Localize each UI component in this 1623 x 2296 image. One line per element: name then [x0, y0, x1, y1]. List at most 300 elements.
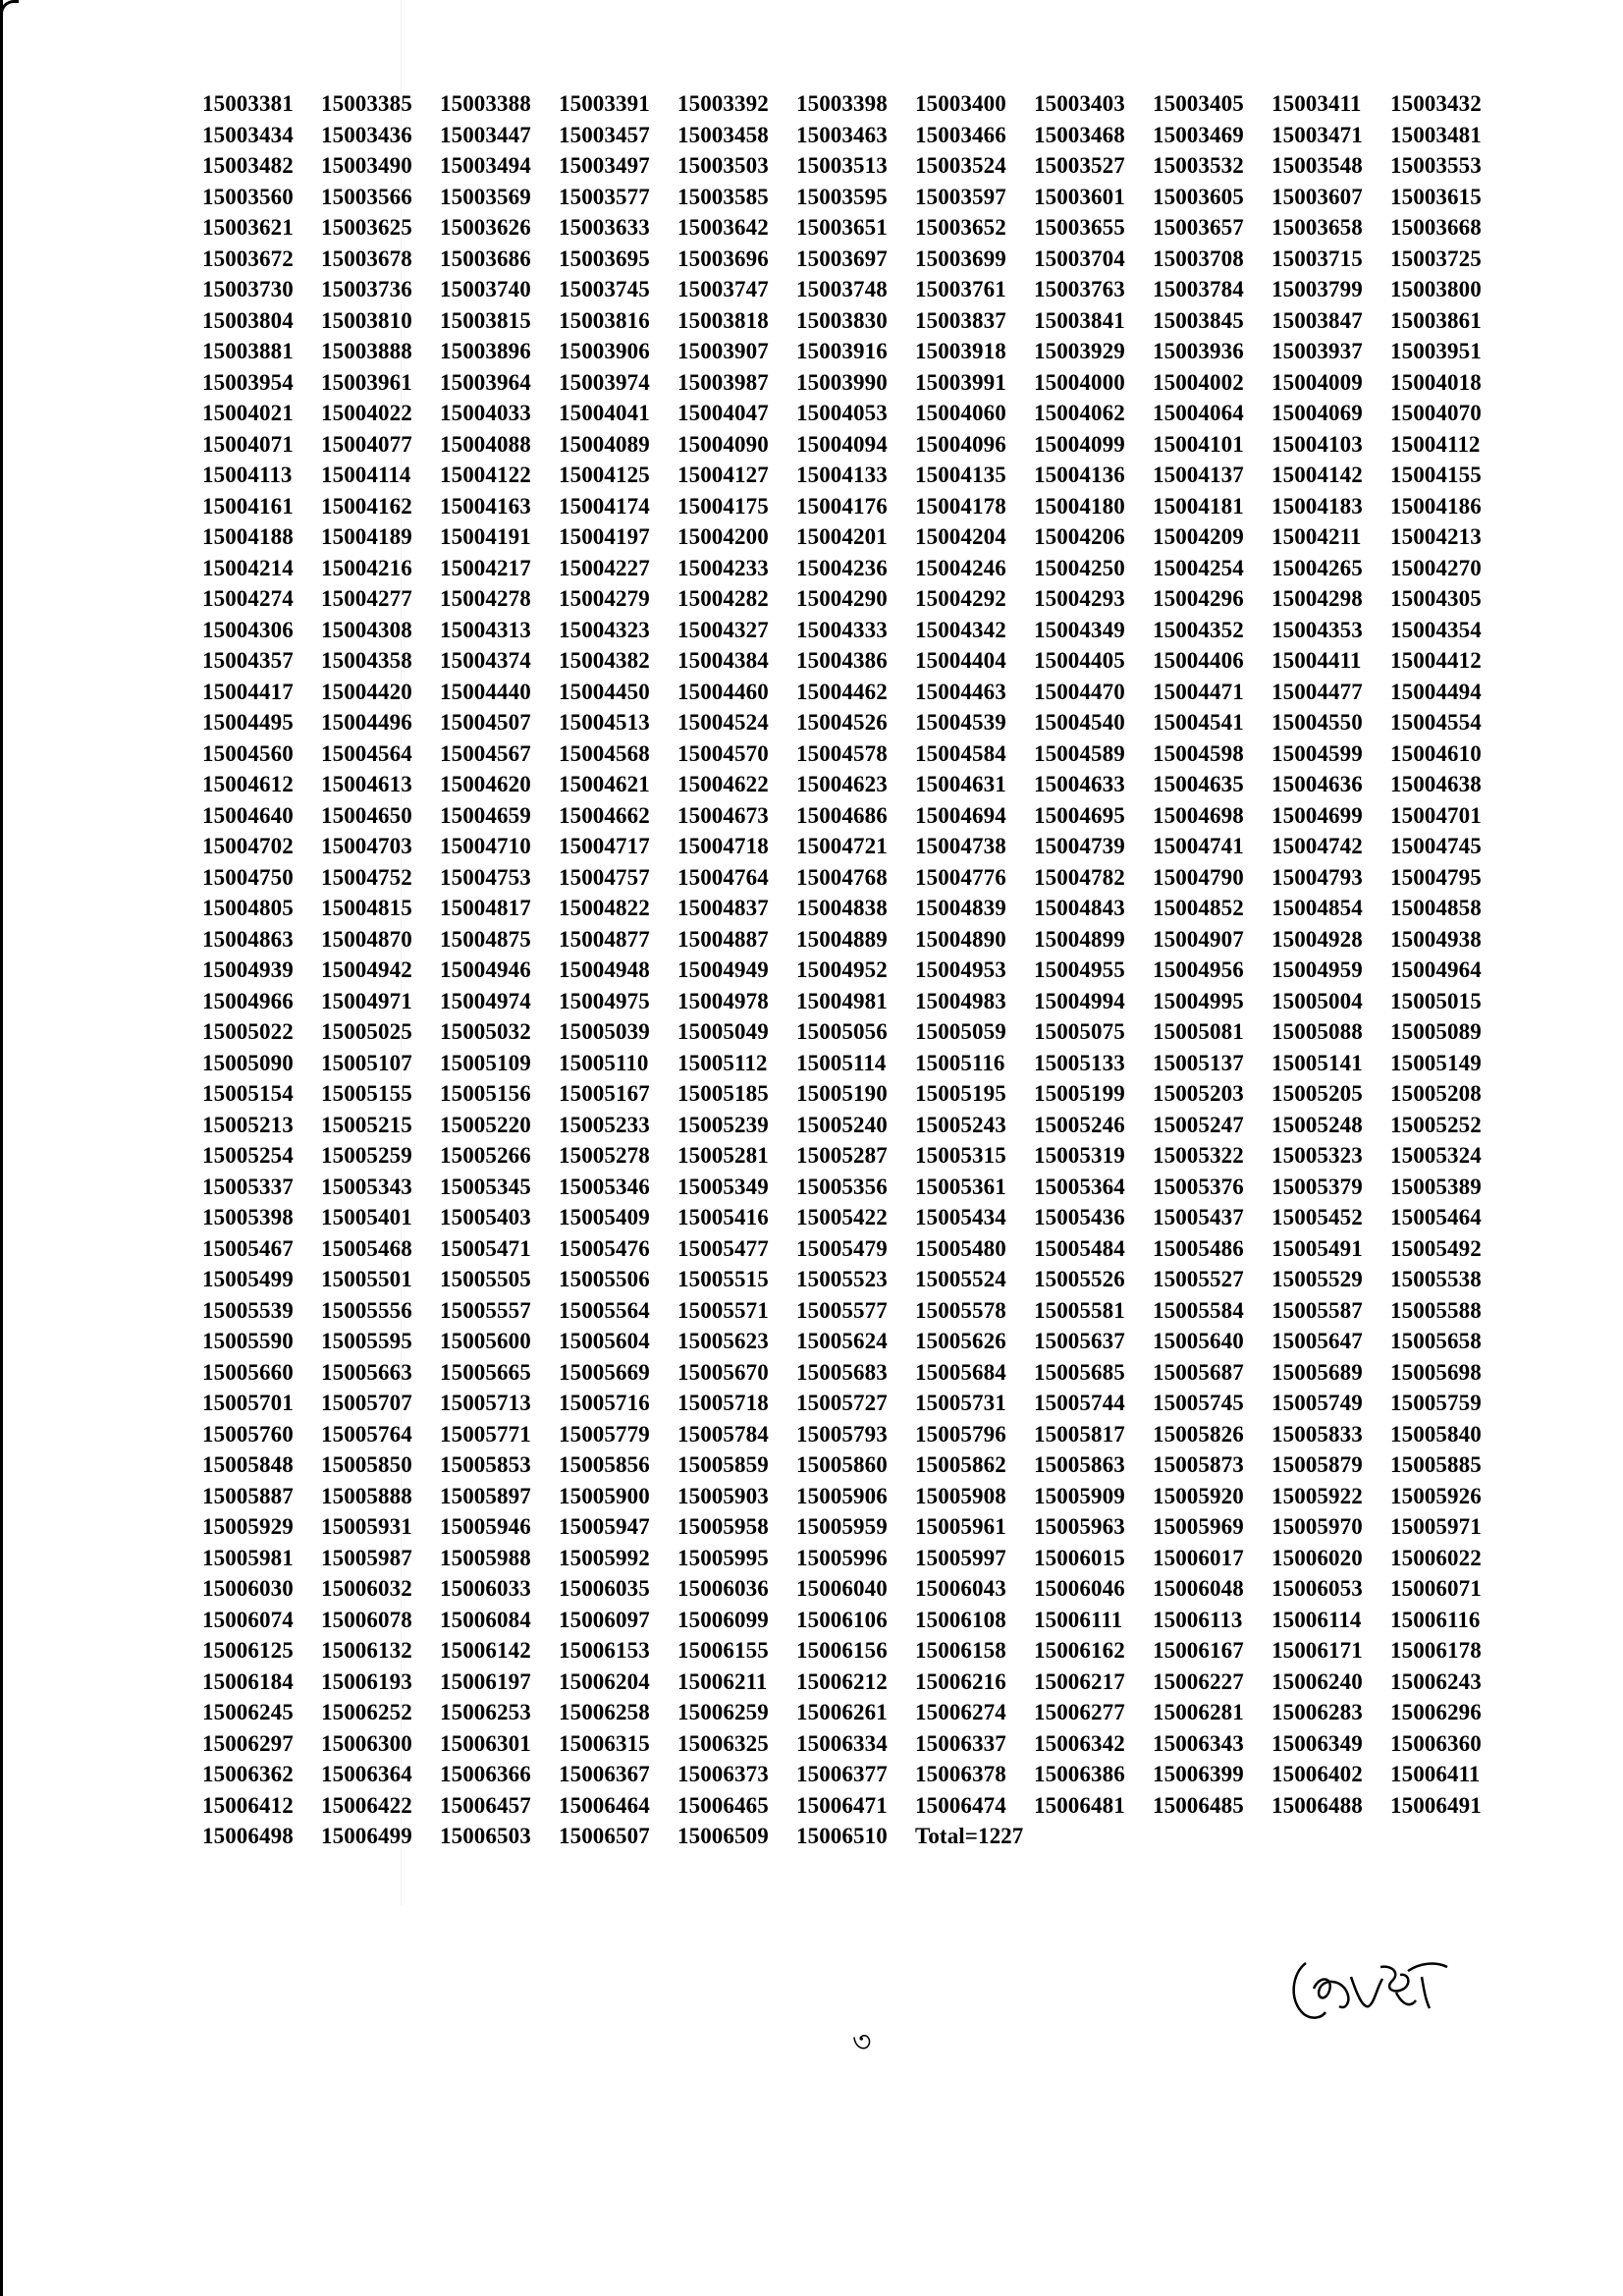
roll-number: 15004099 [1034, 431, 1125, 457]
roll-number: 15006342 [1034, 1730, 1125, 1756]
roll-number: 15003494 [440, 153, 531, 178]
roll-number: 15005480 [915, 1235, 1006, 1261]
roll-number: 15005416 [677, 1205, 769, 1230]
roll-number: 15005970 [1271, 1514, 1363, 1539]
roll-number: 15005969 [1153, 1514, 1244, 1539]
roll-number: 15004181 [1153, 493, 1244, 519]
roll-number: 15004949 [677, 957, 769, 982]
roll-number: 15005624 [796, 1329, 888, 1353]
roll-number: 15004217 [440, 555, 531, 580]
roll-number: 15003625 [321, 215, 412, 240]
roll-number: 15003740 [440, 277, 531, 301]
roll-number: 15004233 [677, 555, 769, 580]
roll-number: 15004060 [915, 401, 1006, 425]
roll-number: 15005315 [915, 1143, 1006, 1168]
roll-number: 15005337 [202, 1174, 294, 1199]
roll-number-grid [202, 88, 1509, 1852]
roll-number: 15004971 [321, 988, 412, 1013]
roll-number: 15005154 [202, 1081, 294, 1106]
roll-number: 15004570 [677, 740, 769, 766]
roll-number: 15005626 [915, 1329, 1006, 1353]
roll-number: 15003761 [915, 277, 1006, 301]
roll-number: 15005205 [1271, 1081, 1363, 1106]
roll-number: 15003553 [1390, 153, 1482, 178]
roll-number: 15003566 [321, 184, 412, 209]
roll-number: 15004564 [321, 740, 412, 766]
roll-number: 15005049 [677, 1019, 769, 1044]
roll-number: 15004507 [440, 710, 531, 735]
roll-number: 15004176 [796, 493, 888, 519]
roll-number: 15003747 [677, 277, 769, 301]
roll-number: 15005817 [1034, 1421, 1125, 1447]
roll-number: 15005947 [559, 1514, 650, 1539]
roll-number: 15005850 [321, 1452, 412, 1477]
roll-number: 15005584 [1153, 1297, 1244, 1323]
roll-number: 15003457 [559, 122, 650, 147]
roll-number: 15006373 [677, 1762, 769, 1786]
roll-number: 15004568 [559, 740, 650, 766]
roll-number: 15004002 [1153, 369, 1244, 395]
roll-number: 15003388 [440, 91, 531, 116]
roll-number: 15005524 [915, 1267, 1006, 1291]
roll-number: 15004852 [1153, 896, 1244, 920]
roll-number: 15004227 [559, 555, 650, 580]
roll-number: 15004875 [440, 926, 531, 952]
roll-number: 15004738 [915, 834, 1006, 858]
roll-number: 15003381 [202, 91, 294, 116]
roll-number: 15006017 [1153, 1545, 1244, 1570]
roll-number: 15005409 [559, 1205, 650, 1230]
roll-number: 15006362 [202, 1762, 294, 1786]
roll-number: 15005437 [1153, 1205, 1244, 1230]
roll-number: 15004793 [1271, 864, 1363, 890]
roll-number: 15003605 [1153, 184, 1244, 209]
roll-number: 15005771 [440, 1421, 531, 1447]
roll-number: 15004768 [796, 864, 888, 890]
roll-number: 15004887 [677, 926, 769, 952]
roll-number: 15005389 [1390, 1174, 1482, 1199]
roll-number: 15004610 [1390, 740, 1482, 766]
roll-number: 15006048 [1153, 1576, 1244, 1601]
roll-number: 15006259 [677, 1700, 769, 1724]
roll-number: 15006099 [677, 1607, 769, 1632]
roll-number: 15004254 [1153, 555, 1244, 580]
roll-number: 15003436 [321, 122, 412, 147]
roll-number: 15006116 [1390, 1607, 1481, 1632]
roll-number: 15003696 [677, 246, 769, 271]
roll-number: 15006156 [796, 1638, 888, 1663]
roll-number: 15006349 [1271, 1730, 1363, 1756]
roll-number: 15006078 [321, 1607, 412, 1632]
roll-number: 15004088 [440, 431, 531, 457]
roll-number: 15004694 [915, 802, 1006, 828]
roll-number: 15006485 [1153, 1792, 1244, 1818]
roll-number: 15004174 [559, 493, 650, 519]
roll-number: 15004374 [440, 648, 531, 673]
roll-number: 15005156 [440, 1081, 531, 1106]
roll-number: 15006243 [1390, 1668, 1482, 1694]
roll-number: 15004178 [915, 493, 1006, 519]
roll-number: 15004994 [1034, 988, 1125, 1013]
roll-number: 15004450 [559, 679, 650, 704]
roll-number: 15003736 [321, 277, 412, 301]
roll-number: 15004189 [321, 524, 412, 549]
roll-number: 15005759 [1390, 1391, 1482, 1415]
roll-number: 15005436 [1034, 1205, 1125, 1230]
roll-number: 15004313 [440, 617, 531, 642]
roll-number: 15003961 [321, 369, 412, 395]
roll-number: 15004907 [1153, 926, 1244, 952]
roll-number: 15005906 [796, 1483, 888, 1508]
roll-number: 15004752 [321, 864, 412, 890]
roll-number: 15003403 [1034, 91, 1125, 116]
roll-number: 15005486 [1153, 1235, 1244, 1261]
roll-number: 15004956 [1153, 957, 1244, 982]
roll-number: 15003974 [559, 369, 650, 395]
roll-number: 15005718 [677, 1391, 769, 1415]
roll-number: 15004089 [559, 431, 650, 457]
roll-number: 15006315 [559, 1730, 650, 1756]
roll-number: 15005556 [321, 1297, 412, 1323]
roll-number: 15004349 [1034, 617, 1125, 642]
roll-number: 15005434 [915, 1205, 1006, 1230]
roll-number: 15005684 [915, 1359, 1006, 1385]
roll-number: 15003615 [1390, 184, 1482, 209]
roll-number: 15006386 [1034, 1762, 1125, 1786]
roll-number: 15006043 [915, 1576, 1006, 1601]
roll-number: 15005468 [321, 1235, 412, 1261]
roll-number: 15003607 [1271, 184, 1363, 209]
roll-number: 15005137 [1153, 1050, 1244, 1075]
roll-number: 15004064 [1153, 401, 1244, 425]
roll-number: 15006046 [1034, 1576, 1125, 1601]
roll-number: 15004524 [677, 710, 769, 735]
roll-number: 15004631 [915, 772, 1006, 796]
roll-number: 15003447 [440, 122, 531, 147]
roll-number: 15003601 [1034, 184, 1125, 209]
roll-number: 15005022 [202, 1019, 294, 1044]
roll-number: 15003432 [1390, 91, 1482, 116]
roll-number: 15006412 [202, 1792, 294, 1818]
roll-number: 15004477 [1271, 679, 1363, 704]
roll-number: 15004357 [202, 648, 294, 673]
roll-number: 15006032 [321, 1576, 412, 1601]
roll-number: 15003784 [1153, 277, 1244, 301]
roll-number: 15006377 [796, 1762, 888, 1786]
signature-drawing [1286, 1949, 1453, 2028]
roll-number: 15006283 [1271, 1700, 1363, 1724]
roll-number: 15003907 [677, 339, 769, 363]
roll-number: 15005464 [1390, 1205, 1482, 1230]
roll-number: 15005506 [559, 1267, 650, 1291]
roll-number: 15004471 [1153, 679, 1244, 704]
roll-number: 15005685 [1034, 1359, 1125, 1385]
roll-number: 15004539 [915, 710, 1006, 735]
roll-number: 15004673 [677, 802, 769, 828]
roll-number: 15006074 [202, 1607, 294, 1632]
roll-number: 15005195 [915, 1081, 1006, 1106]
roll-number: 15004096 [915, 431, 1006, 457]
roll-number: 15005254 [202, 1143, 294, 1168]
roll-number: 15005505 [440, 1267, 531, 1291]
roll-number: 15006300 [321, 1730, 412, 1756]
roll-number: 15004699 [1271, 802, 1363, 828]
roll-number: 15003658 [1271, 215, 1363, 240]
roll-number: 15006498 [202, 1824, 294, 1848]
roll-number: 15003434 [202, 122, 294, 147]
roll-number: 15005909 [1034, 1483, 1125, 1508]
roll-number: 15004621 [559, 772, 650, 796]
roll-number: 15005246 [1034, 1112, 1125, 1137]
roll-number: 15004623 [796, 772, 888, 796]
roll-number: 15005345 [440, 1174, 531, 1199]
roll-number: 15005075 [1034, 1019, 1125, 1044]
roll-number: 15004463 [915, 679, 1006, 704]
roll-number: 15004650 [321, 802, 412, 828]
roll-number: 15004877 [559, 926, 650, 952]
roll-number: 15004959 [1271, 957, 1363, 982]
roll-number: 15005492 [1390, 1235, 1482, 1261]
roll-number: 15004305 [1390, 586, 1482, 611]
roll-number: 15003657 [1153, 215, 1244, 240]
roll-number: 15006471 [796, 1792, 888, 1818]
roll-number: 15006510 [796, 1824, 888, 1848]
roll-number: 15004071 [202, 431, 294, 457]
roll-number: 15004776 [915, 864, 1006, 890]
roll-number: 15005476 [559, 1235, 650, 1261]
roll-number: 15006252 [321, 1700, 412, 1724]
roll-number: 15006071 [1390, 1576, 1482, 1601]
roll-number: 15006204 [559, 1668, 650, 1694]
roll-number: 15005946 [440, 1514, 531, 1539]
roll-number: 15004440 [440, 679, 531, 704]
roll-number: 15005716 [559, 1391, 650, 1415]
roll-number: 15005114 [796, 1050, 887, 1075]
roll-number: 15004495 [202, 710, 294, 735]
roll-number: 15004250 [1034, 555, 1125, 580]
roll-number: 15005623 [677, 1329, 769, 1353]
roll-number: 15006111 [1034, 1607, 1123, 1632]
roll-number: 15006125 [202, 1638, 294, 1663]
roll-number: 15004186 [1390, 493, 1482, 519]
roll-number: 15004290 [796, 586, 888, 611]
roll-number: 15005779 [559, 1421, 650, 1447]
roll-number: 15005958 [677, 1514, 769, 1539]
roll-number: 15005640 [1153, 1329, 1244, 1353]
roll-number: 15005324 [1390, 1143, 1482, 1168]
roll-number: 15005523 [796, 1267, 888, 1291]
roll-number: 15005141 [1271, 1050, 1363, 1075]
roll-number: 15004327 [677, 617, 769, 642]
roll-number: 15003964 [440, 369, 531, 395]
roll-number: 15005287 [796, 1143, 888, 1168]
roll-number: 15005088 [1271, 1019, 1363, 1044]
roll-number: 15004142 [1271, 463, 1363, 487]
roll-number: 15004000 [1034, 369, 1125, 395]
roll-number: 15004718 [677, 834, 769, 858]
roll-number: 15006108 [915, 1607, 1006, 1632]
roll-number: 15004382 [559, 648, 650, 673]
roll-number: 15004742 [1271, 834, 1363, 858]
roll-number: 15004125 [559, 463, 650, 487]
roll-number: 15005208 [1390, 1081, 1482, 1106]
roll-number: 15005538 [1390, 1267, 1482, 1291]
roll-number: 15004659 [440, 802, 531, 828]
roll-number: 15004136 [1034, 463, 1125, 487]
roll-number: 15004211 [1271, 524, 1362, 549]
roll-number: 15004094 [796, 431, 888, 457]
roll-number: 15006106 [796, 1607, 888, 1632]
roll-number: 15003392 [677, 91, 769, 116]
roll-number: 15006193 [321, 1668, 412, 1694]
roll-number: 15004236 [796, 555, 888, 580]
roll-number: 15004069 [1271, 401, 1363, 425]
roll-number: 15005452 [1271, 1205, 1363, 1230]
roll-number: 15006033 [440, 1576, 531, 1601]
roll-number: 15006360 [1390, 1730, 1482, 1756]
roll-number: 15006399 [1153, 1762, 1244, 1786]
roll-number: 15005920 [1153, 1483, 1244, 1508]
roll-number: 15004710 [440, 834, 531, 858]
roll-number: 15005922 [1271, 1483, 1363, 1508]
roll-number: 15006153 [559, 1638, 650, 1663]
roll-number: 15005025 [321, 1019, 412, 1044]
roll-number: 15003652 [915, 215, 1006, 240]
roll-number: 15005199 [1034, 1081, 1125, 1106]
roll-number: 15006216 [915, 1668, 1006, 1694]
roll-number: 15003548 [1271, 153, 1363, 178]
roll-number: 15005604 [559, 1329, 650, 1353]
roll-number: 15005701 [202, 1391, 294, 1415]
roll-number: 15006162 [1034, 1638, 1125, 1663]
roll-number: 15006212 [796, 1668, 888, 1694]
roll-number: 15005833 [1271, 1421, 1363, 1447]
roll-number: 15006325 [677, 1730, 769, 1756]
roll-number: 15005059 [915, 1019, 1006, 1044]
roll-number: 15005526 [1034, 1267, 1125, 1291]
roll-number: 15003411 [1271, 91, 1362, 116]
roll-number: 15003725 [1390, 246, 1482, 271]
roll-number: 15004405 [1034, 648, 1125, 673]
roll-number: 15004638 [1390, 772, 1482, 796]
roll-number: 15005089 [1390, 1019, 1482, 1044]
roll-number: 15005278 [559, 1143, 650, 1168]
roll-number: 15005658 [1390, 1329, 1482, 1353]
roll-number: 15004323 [559, 617, 650, 642]
roll-number: 15005713 [440, 1391, 531, 1415]
roll-number: 15006240 [1271, 1668, 1363, 1694]
roll-number: 15003937 [1271, 339, 1363, 363]
roll-number: 15005403 [440, 1205, 531, 1230]
roll-number: 15005749 [1271, 1391, 1363, 1415]
roll-number: 15004995 [1153, 988, 1244, 1013]
roll-number: 15005484 [1034, 1235, 1125, 1261]
roll-number: 15003951 [1390, 339, 1482, 363]
roll-number: 15005499 [202, 1267, 294, 1291]
roll-number: 15004282 [677, 586, 769, 611]
roll-number: 15004090 [677, 431, 769, 457]
roll-number: 15003626 [440, 215, 531, 240]
roll-number: 15003697 [796, 246, 888, 271]
roll-number: 15005213 [202, 1112, 294, 1137]
roll-number: 15006474 [915, 1792, 1006, 1818]
roll-number: 15006097 [559, 1607, 650, 1632]
roll-number: 15005744 [1034, 1391, 1125, 1415]
roll-number: 15004978 [677, 988, 769, 1013]
roll-number: 15005963 [1034, 1514, 1125, 1539]
roll-number: 15005349 [677, 1174, 769, 1199]
roll-number: 15006142 [440, 1638, 531, 1663]
roll-number: 15005853 [440, 1452, 531, 1477]
roll-number: 15006503 [440, 1824, 531, 1848]
roll-number: 15004795 [1390, 864, 1482, 890]
roll-number: 15005323 [1271, 1143, 1363, 1168]
roll-number: 15006178 [1390, 1638, 1482, 1663]
roll-number: 15004686 [796, 802, 888, 828]
roll-number: 15005266 [440, 1143, 531, 1168]
roll-number: 15005376 [1153, 1174, 1244, 1199]
roll-number: 15004292 [915, 586, 1006, 611]
roll-number: 15004188 [202, 524, 294, 549]
roll-number: 15005581 [1034, 1297, 1125, 1323]
roll-number: 15005862 [915, 1452, 1006, 1477]
roll-number: 15004741 [1153, 834, 1244, 858]
roll-number: 15005529 [1271, 1267, 1363, 1291]
roll-number: 15005491 [1271, 1235, 1363, 1261]
roll-number: 15003987 [677, 369, 769, 395]
roll-number: 15005981 [202, 1545, 294, 1570]
roll-number: 15005997 [915, 1545, 1006, 1570]
roll-number: 15004460 [677, 679, 769, 704]
roll-number: 15004817 [440, 896, 531, 920]
roll-number: 15003527 [1034, 153, 1125, 178]
roll-number: 15003708 [1153, 246, 1244, 271]
roll-number: 15005707 [321, 1391, 412, 1415]
roll-number: 15005860 [796, 1452, 888, 1477]
roll-number: 15006227 [1153, 1668, 1244, 1694]
roll-number: 15004274 [202, 586, 294, 611]
roll-number: 15005471 [440, 1235, 531, 1261]
roll-number: 15004750 [202, 864, 294, 890]
roll-number: 15004567 [440, 740, 531, 766]
roll-number: 15005848 [202, 1452, 294, 1477]
roll-number: 15004191 [440, 524, 531, 549]
roll-number: 15004103 [1271, 431, 1363, 457]
roll-number: 15005931 [321, 1514, 412, 1539]
roll-number: 15004863 [202, 926, 294, 952]
roll-number: 15004494 [1390, 679, 1482, 704]
roll-number: 15005190 [796, 1081, 888, 1106]
roll-number: 15006211 [677, 1668, 768, 1694]
roll-number: 15005539 [202, 1297, 294, 1323]
roll-number: 15005155 [321, 1081, 412, 1106]
roll-number: 15006457 [440, 1792, 531, 1818]
roll-number: 15006277 [1034, 1700, 1125, 1724]
roll-number: 15005665 [440, 1359, 531, 1385]
roll-number: 15003468 [1034, 122, 1125, 147]
roll-number: 15005698 [1390, 1359, 1482, 1385]
roll-number: 15004721 [796, 834, 888, 858]
roll-number: 15003672 [202, 246, 294, 271]
roll-number: 15005689 [1271, 1359, 1363, 1385]
roll-number: 15004974 [440, 988, 531, 1013]
roll-number: 15003929 [1034, 339, 1125, 363]
roll-number: 15003715 [1271, 246, 1363, 271]
roll-number: 15004550 [1271, 710, 1363, 735]
roll-number: 15006253 [440, 1700, 531, 1724]
roll-number: 15004964 [1390, 957, 1482, 982]
roll-number: 15003458 [677, 122, 769, 147]
